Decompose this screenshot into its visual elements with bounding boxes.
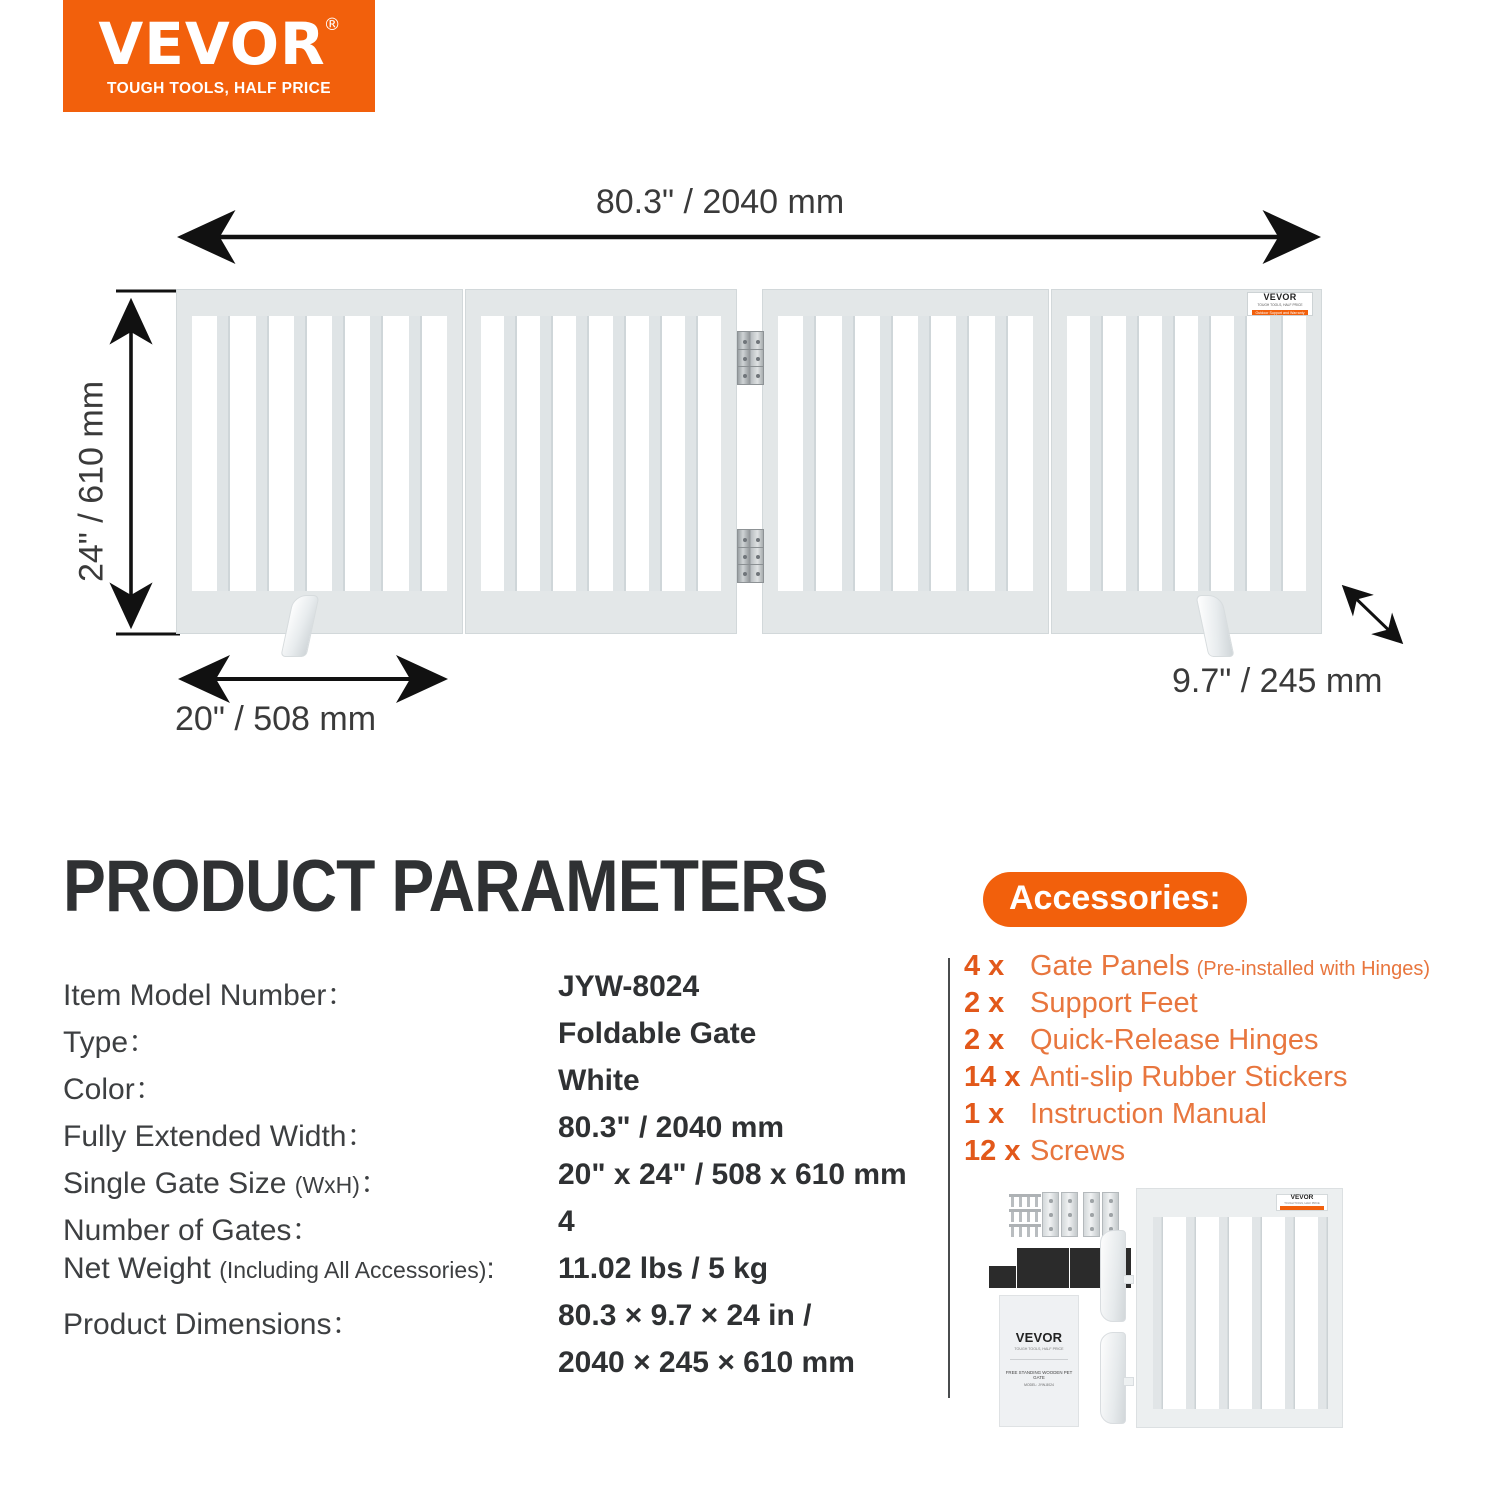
quick-release-hinge [737, 331, 764, 385]
accessory-name: Screws [1030, 1135, 1126, 1167]
gate-illustration [176, 289, 1322, 634]
spec-value: 80.3 × 9.7 × 24 in / [558, 1299, 812, 1332]
accessory-note: (Pre-installed with Hinges) [1196, 958, 1431, 980]
spec-label: Net Weight (Including All Accessories): [63, 1252, 495, 1285]
spec-value: 11.02 lbs / 5 kg [558, 1252, 769, 1285]
list-item [964, 1024, 1484, 1061]
sticker-bar: Outdoor Support and Warranty [1252, 310, 1308, 315]
vevor-logo [63, 0, 375, 112]
accessory-name: Support Feet [1030, 987, 1198, 1019]
gate-photo-sticker-tagline: TOUGH TOOLS, HALF PRICE [1284, 1201, 1320, 1205]
gate-photo-sticker [1276, 1194, 1328, 1211]
spec-label: Fully Extended Width： [63, 1120, 377, 1153]
accessory-quantity: 2 x [964, 987, 1005, 1019]
list-item [964, 1135, 1484, 1172]
manual-tagline: TOUGH TOOLS, HALF PRICE [1014, 1347, 1064, 1351]
gate-panel [762, 289, 1049, 634]
spec-value: JYW-8024 [558, 970, 700, 1003]
accessory-quantity: 12 x [964, 1135, 1021, 1167]
column-divider [948, 958, 950, 1398]
brand-name: VEVOR [98, 9, 326, 78]
screws-icon [1011, 1194, 1037, 1234]
accessory-quantity: 4 x [964, 950, 1005, 982]
spec-label: Item Model Number： [63, 979, 357, 1012]
accessory-quantity: 14 x [964, 1061, 1021, 1093]
gate-photo-sticker-brand: VEVOR [1290, 1194, 1314, 1202]
spec-label: Color： [63, 1073, 165, 1106]
list-item [964, 987, 1484, 1024]
gate-panel [1051, 289, 1322, 634]
spec-value: White [558, 1064, 640, 1097]
table-row [63, 1064, 943, 1111]
sticker-tagline: TOUGH TOOLS, HALF PRICE [1257, 303, 1303, 307]
accessories-list [964, 950, 1484, 1172]
spec-label: Single Gate Size (WxH)： [63, 1167, 390, 1200]
hinge-icon [1061, 1192, 1078, 1237]
table-row [63, 1158, 943, 1205]
table-row [63, 1111, 943, 1158]
spec-value-continuation: 2040 × 245 × 610 mm [558, 1346, 855, 1379]
accessories-heading: Accessories: [983, 872, 1247, 927]
rubber-sticker [1070, 1248, 1100, 1288]
manual-title: FREE STANDING WOODEN PET GATE [1005, 1370, 1073, 1380]
table-row-continuation [63, 1346, 943, 1393]
instruction-manual [999, 1295, 1079, 1427]
support-foot [1195, 595, 1234, 657]
accessories-photo [963, 1178, 1443, 1428]
page-title: PRODUCT PARAMETERS [63, 846, 828, 927]
support-foot [280, 595, 319, 657]
table-row [63, 1299, 943, 1346]
depth-dimension-label: 9.7" / 245 mm [1172, 662, 1383, 700]
manual-brand: VEVOR [1015, 1330, 1063, 1345]
spec-label: Product Dimensions： [63, 1308, 362, 1341]
accessory-name: Gate Panels [1030, 950, 1190, 982]
accessory-quantity: 1 x [964, 1098, 1005, 1130]
width-dimension-label: 80.3" / 2040 mm [595, 183, 845, 221]
support-foot-photo [1100, 1332, 1126, 1424]
table-row [63, 1205, 943, 1252]
brand-tagline: TOUGH TOOLS, HALF PRICE [107, 79, 331, 97]
table-row [63, 970, 943, 1017]
gate-panel [176, 289, 463, 634]
accessory-quantity: 2 x [964, 1024, 1005, 1056]
rubber-sticker [1017, 1248, 1069, 1288]
list-item [964, 950, 1484, 987]
support-foot-photo [1100, 1230, 1126, 1322]
accessory-name: Instruction Manual [1030, 1098, 1267, 1130]
list-item [964, 1061, 1484, 1098]
spec-value: 80.3" / 2040 mm [558, 1111, 785, 1144]
spec-value: 20" x 24" / 508 x 610 mm [558, 1158, 907, 1191]
manual-model: MODEL: JYW-8024 [1024, 1383, 1054, 1387]
list-item [964, 1098, 1484, 1135]
spec-value: 4 [558, 1205, 575, 1238]
brand-wordmark [98, 9, 342, 78]
accessory-name: Quick-Release Hinges [1030, 1024, 1319, 1056]
sticker-brand: VEVOR [1263, 292, 1297, 302]
quick-release-hinge [737, 529, 764, 583]
hinge-icon [1042, 1192, 1059, 1237]
gate-panel-photo [1136, 1188, 1343, 1428]
spec-label: Number of Gates： [63, 1214, 322, 1247]
hinge-icon [1083, 1192, 1100, 1237]
rubber-sticker [989, 1266, 1016, 1288]
registered-mark-icon: ® [323, 14, 342, 35]
spec-value: Foldable Gate [558, 1017, 757, 1050]
spec-table [63, 970, 943, 1393]
panel-width-dimension-label: 20" / 508 mm [175, 700, 377, 738]
spec-label: Type： [63, 1026, 159, 1059]
table-row [63, 1017, 943, 1064]
accessory-name: Anti-slip Rubber Stickers [1030, 1061, 1348, 1093]
depth-arrow [1345, 588, 1400, 641]
vevor-product-sticker [1247, 292, 1313, 316]
height-dimension-label: 24" / 610 mm [72, 380, 111, 583]
table-row [63, 1252, 943, 1299]
gate-panel [465, 289, 737, 634]
